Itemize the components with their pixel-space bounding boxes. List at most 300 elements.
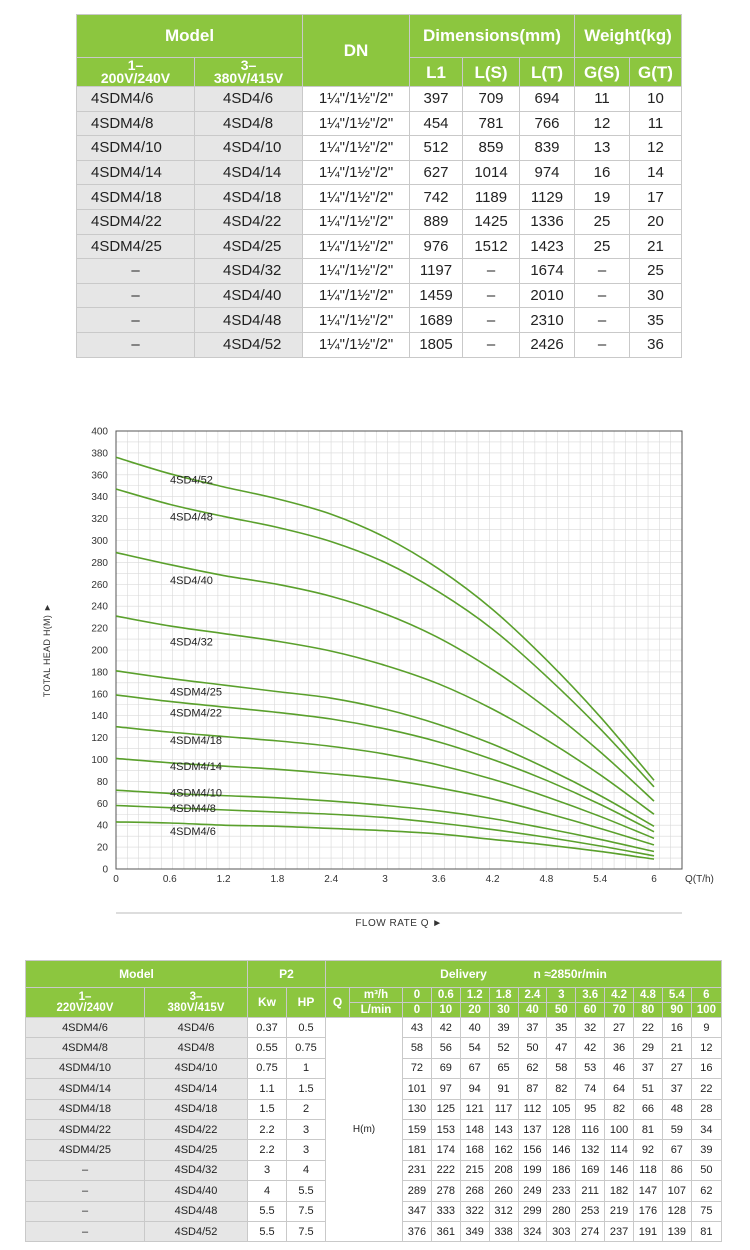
table-cell-model-1ph: – [26, 1221, 145, 1241]
table-cell-head: 333 [431, 1201, 460, 1221]
l1-header: L1 [410, 58, 463, 87]
table-cell-l1: 889 [410, 209, 463, 234]
table-cell-lt: 1336 [520, 209, 575, 234]
table-cell-lt: 1129 [520, 185, 575, 210]
lt-header: L(T) [520, 58, 575, 87]
table-cell-m1: 4SDM4/14 [77, 160, 195, 185]
table-cell-m2: 4SD4/25 [195, 234, 303, 259]
table-row [26, 1018, 722, 1038]
y-tick-label: 80 [96, 776, 108, 788]
table-cell-head: 50 [518, 1038, 547, 1058]
table-cell-head: 105 [547, 1099, 576, 1119]
table-cell-head: 219 [605, 1201, 634, 1221]
x-tick-label: 4.8 [539, 874, 554, 885]
table-cell-dn: 1¼"/1½"/2" [303, 332, 410, 357]
table-cell-head: 67 [662, 1140, 691, 1160]
table-cell-head: 16 [662, 1018, 691, 1038]
series-label: 4SD4/40 [170, 575, 213, 588]
table-cell-m1: 4SDM4/6 [77, 87, 195, 112]
table-cell-head: 181 [403, 1140, 432, 1160]
y-tick-label: 360 [91, 470, 108, 482]
table-cell-head: 253 [576, 1201, 605, 1221]
table-cell-head: 64 [605, 1079, 634, 1099]
perf-single-phase-header: 1– 220V/240V [26, 988, 145, 1018]
table-cell-hp: 5.5 [287, 1181, 326, 1201]
x-axis-label: FLOW RATE Q ► [355, 918, 443, 929]
table-cell-head: 97 [431, 1079, 460, 1099]
table-cell-head: 29 [634, 1038, 663, 1058]
table-cell-gt: 10 [630, 87, 682, 112]
table-cell-head: 75 [691, 1201, 721, 1221]
series-line [116, 457, 654, 780]
table-cell-head: 100 [605, 1119, 634, 1139]
table-cell-model-1ph: 4SDM4/22 [26, 1119, 145, 1139]
table-cell-head: 42 [431, 1018, 460, 1038]
x-tick-label: 0.6 [162, 874, 177, 885]
dimensions-table-body [77, 87, 682, 358]
table-cell-head: 87 [518, 1079, 547, 1099]
table-cell-gt: 17 [630, 185, 682, 210]
table-cell-dn: 1¼"/1½"/2" [303, 259, 410, 284]
table-cell-head: 53 [576, 1058, 605, 1078]
table-cell-m1: – [77, 308, 195, 333]
table-cell-head: 289 [403, 1181, 432, 1201]
flow-lmin-header: 10 [431, 1003, 460, 1018]
table-cell-head: 62 [691, 1181, 721, 1201]
dimensions-table [76, 14, 682, 358]
flow-m3h-header: 3 [547, 988, 576, 1003]
table-cell-m1: 4SDM4/22 [77, 209, 195, 234]
table-cell-gs: – [575, 332, 630, 357]
table-cell-head: 268 [460, 1181, 489, 1201]
table-cell-hp: 0.75 [287, 1038, 326, 1058]
table-cell-m1: 4SDM4/25 [77, 234, 195, 259]
table-cell-gs: 25 [575, 234, 630, 259]
table-cell-model-3ph: 4SD4/52 [145, 1221, 248, 1241]
x-tick-label: 1.8 [270, 874, 285, 885]
series-label: 4SD4/32 [170, 636, 213, 649]
table-row [77, 136, 682, 161]
table-cell-head: 42 [576, 1038, 605, 1058]
table-cell-head: 58 [403, 1038, 432, 1058]
table-cell-head: 81 [691, 1221, 721, 1241]
m3h-header: m³/h [350, 988, 403, 1003]
table-cell-kw: 0.75 [248, 1058, 287, 1078]
x-tick-label: 4.2 [485, 874, 500, 885]
table-cell-gt: 21 [630, 234, 682, 259]
table-cell-head: 48 [662, 1099, 691, 1119]
table-cell-m2: 4SD4/8 [195, 111, 303, 136]
table-cell-head: 56 [431, 1038, 460, 1058]
table-row [77, 234, 682, 259]
table-cell-head: 39 [489, 1018, 518, 1038]
speed-label: n ≈2850r/min [533, 967, 607, 981]
series-label: 4SDM4/22 [170, 707, 222, 720]
flow-lmin-header: 60 [576, 1003, 605, 1018]
table-cell-head: 338 [489, 1221, 518, 1241]
table-cell-dn: 1¼"/1½"/2" [303, 111, 410, 136]
dimensions-header: Dimensions(mm) [410, 15, 575, 58]
gt-header: G(T) [630, 58, 682, 87]
table-cell-head: 107 [662, 1181, 691, 1201]
table-cell-ls: – [463, 283, 520, 308]
y-tick-label: 320 [91, 514, 108, 526]
table-cell-head: 211 [576, 1181, 605, 1201]
flow-lmin-header: 70 [605, 1003, 634, 1018]
table-cell-ls: 1512 [463, 234, 520, 259]
table-cell-hp: 0.5 [287, 1018, 326, 1038]
table-cell-m1: 4SDM4/18 [77, 185, 195, 210]
table-cell-l1: 1805 [410, 332, 463, 357]
table-cell-model-1ph: 4SDM4/10 [26, 1058, 145, 1078]
table-cell-head: 35 [547, 1018, 576, 1038]
table-cell-model-1ph: – [26, 1181, 145, 1201]
table-cell-head: 125 [431, 1099, 460, 1119]
table-cell-ls: 1425 [463, 209, 520, 234]
y-tick-label: 380 [91, 448, 108, 460]
table-cell-head: 67 [460, 1058, 489, 1078]
table-cell-gt: 30 [630, 283, 682, 308]
table-cell-head: 94 [460, 1079, 489, 1099]
p2-header: P2 [248, 961, 326, 988]
table-cell-lt: 766 [520, 111, 575, 136]
table-cell-gs: – [575, 308, 630, 333]
series-label: 4SDM4/10 [170, 787, 222, 800]
dim-header-row-1 [77, 15, 682, 58]
table-cell-model-1ph: 4SDM4/25 [26, 1140, 145, 1160]
table-cell-head: 280 [547, 1201, 576, 1221]
y-axis-label: TOTAL HEAD H(M) ► [42, 602, 52, 698]
flow-lmin-header: 100 [691, 1003, 721, 1018]
flow-lmin-header: 20 [460, 1003, 489, 1018]
table-cell-hp: 4 [287, 1160, 326, 1180]
table-cell-head: 82 [605, 1099, 634, 1119]
table-cell-gs: – [575, 283, 630, 308]
table-cell-head: 69 [431, 1058, 460, 1078]
table-cell-kw: 1.5 [248, 1099, 287, 1119]
table-cell-hp: 7.5 [287, 1201, 326, 1221]
table-cell-gs: 11 [575, 87, 630, 112]
table-cell-gt: 14 [630, 160, 682, 185]
table-cell-kw: 5.5 [248, 1201, 287, 1221]
table-cell-head: 231 [403, 1160, 432, 1180]
x-tick-label: 0 [113, 874, 119, 885]
table-cell-head: 81 [634, 1119, 663, 1139]
table-cell-head: 95 [576, 1099, 605, 1119]
table-cell-model-1ph: 4SDM4/14 [26, 1079, 145, 1099]
table-cell-head: 82 [547, 1079, 576, 1099]
table-cell-head: 299 [518, 1201, 547, 1221]
table-cell-dn: 1¼"/1½"/2" [303, 87, 410, 112]
table-cell-gs: – [575, 259, 630, 284]
table-row [77, 160, 682, 185]
y-tick-label: 140 [91, 711, 108, 723]
table-cell-model-3ph: 4SD4/40 [145, 1181, 248, 1201]
table-cell-head: 139 [662, 1221, 691, 1241]
table-cell-hp: 3 [287, 1119, 326, 1139]
table-cell-m1: – [77, 332, 195, 357]
series-label: 4SD4/52 [170, 474, 213, 487]
hp-header: HP [287, 988, 326, 1018]
gs-header: G(S) [575, 58, 630, 87]
table-cell-m2: 4SD4/48 [195, 308, 303, 333]
table-cell-head: 168 [460, 1140, 489, 1160]
table-cell-head: 22 [691, 1079, 721, 1099]
y-tick-label: 200 [91, 645, 108, 657]
table-cell-ls: 1189 [463, 185, 520, 210]
table-cell-head: 237 [605, 1221, 634, 1241]
x-tick-label: 5.4 [593, 874, 608, 885]
table-cell-head: 52 [489, 1038, 518, 1058]
dn-header: DN [303, 15, 410, 87]
table-cell-head: 27 [605, 1018, 634, 1038]
y-tick-label: 0 [102, 864, 108, 876]
table-cell-head: 37 [518, 1018, 547, 1038]
table-cell-head: 59 [662, 1119, 691, 1139]
y-tick-label: 100 [91, 755, 108, 766]
table-cell-model-1ph: 4SDM4/8 [26, 1038, 145, 1058]
table-cell-model-3ph: 4SD4/8 [145, 1038, 248, 1058]
table-cell-dn: 1¼"/1½"/2" [303, 209, 410, 234]
delivery-label: Delivery [440, 967, 487, 981]
flow-m3h-header: 1.2 [460, 988, 489, 1003]
table-cell-head: 39 [691, 1140, 721, 1160]
table-cell-model-1ph: – [26, 1201, 145, 1221]
series-label: 4SDM4/6 [170, 825, 216, 838]
table-cell-l1: 1689 [410, 308, 463, 333]
table-cell-head: 46 [605, 1058, 634, 1078]
table-cell-lt: 2010 [520, 283, 575, 308]
table-cell-kw: 5.5 [248, 1221, 287, 1241]
table-cell-model-3ph: 4SD4/14 [145, 1079, 248, 1099]
table-cell-lt: 2310 [520, 308, 575, 333]
table-cell-head: 101 [403, 1079, 432, 1099]
table-cell-head: 66 [634, 1099, 663, 1119]
table-cell-gt: 35 [630, 308, 682, 333]
table-cell-kw: 3 [248, 1160, 287, 1180]
table-cell-kw: 1.1 [248, 1079, 287, 1099]
lmin-header: L/min [350, 1003, 403, 1018]
y-tick-label: 340 [91, 492, 108, 504]
table-cell-head: 176 [634, 1201, 663, 1221]
table-cell-l1: 976 [410, 234, 463, 259]
table-cell-head: 169 [576, 1160, 605, 1180]
table-cell-l1: 1197 [410, 259, 463, 284]
table-cell-m2: 4SD4/52 [195, 332, 303, 357]
table-cell-head: 36 [605, 1038, 634, 1058]
table-cell-model-3ph: 4SD4/25 [145, 1140, 248, 1160]
ls-header: L(S) [463, 58, 520, 87]
table-cell-head: 278 [431, 1181, 460, 1201]
table-cell-head: 147 [634, 1181, 663, 1201]
table-cell-ls: 859 [463, 136, 520, 161]
table-cell-ls: – [463, 332, 520, 357]
table-cell-gs: 16 [575, 160, 630, 185]
series-label: 4SDM4/14 [170, 761, 222, 774]
y-tick-label: 60 [96, 798, 108, 810]
table-cell-lt: 694 [520, 87, 575, 112]
table-cell-head: 174 [431, 1140, 460, 1160]
table-cell-head: 40 [460, 1018, 489, 1038]
table-cell-head: 34 [691, 1119, 721, 1139]
table-cell-head: 92 [634, 1140, 663, 1160]
table-cell-head: 324 [518, 1221, 547, 1241]
table-cell-m1: – [77, 259, 195, 284]
table-cell-model-3ph: 4SD4/22 [145, 1119, 248, 1139]
q-header: Q [326, 988, 350, 1018]
y-tick-label: 260 [91, 579, 108, 591]
delivery-header [326, 961, 722, 988]
weight-header: Weight(kg) [575, 15, 682, 58]
table-cell-head: 347 [403, 1201, 432, 1221]
flow-lmin-header: 50 [547, 1003, 576, 1018]
table-cell-head: 128 [547, 1119, 576, 1139]
table-cell-gs: 13 [575, 136, 630, 161]
three-phase-header: 3– 380V/415V [195, 58, 303, 87]
table-cell-l1: 512 [410, 136, 463, 161]
table-cell-dn: 1¼"/1½"/2" [303, 234, 410, 259]
y-tick-label: 220 [91, 623, 108, 635]
table-cell-head: 132 [576, 1140, 605, 1160]
table-cell-model-1ph: – [26, 1160, 145, 1180]
series-label: 4SDM4/18 [170, 734, 222, 747]
table-cell-model-1ph: 4SDM4/18 [26, 1099, 145, 1119]
performance-table-body [26, 1018, 722, 1242]
table-cell-head: 208 [489, 1160, 518, 1180]
table-cell-head: 51 [634, 1079, 663, 1099]
series-label: 4SDM4/25 [170, 686, 222, 699]
table-cell-head: 153 [431, 1119, 460, 1139]
table-cell-head: 312 [489, 1201, 518, 1221]
table-cell-head: 112 [518, 1099, 547, 1119]
table-cell-head: 47 [547, 1038, 576, 1058]
x-unit-label: Q(T/h) [685, 874, 714, 885]
kw-header: Kw [248, 988, 287, 1018]
table-cell-m2: 4SD4/18 [195, 185, 303, 210]
table-cell-ls: 781 [463, 111, 520, 136]
table-cell-m2: 4SD4/6 [195, 87, 303, 112]
table-cell-gs: 25 [575, 209, 630, 234]
table-cell-kw: 0.55 [248, 1038, 287, 1058]
table-cell-head: 249 [518, 1181, 547, 1201]
table-cell-head: 116 [576, 1119, 605, 1139]
table-cell-m2: 4SD4/40 [195, 283, 303, 308]
table-row [77, 209, 682, 234]
table-cell-l1: 397 [410, 87, 463, 112]
h-unit-cell: H(m) [326, 1018, 403, 1242]
table-cell-head: 182 [605, 1181, 634, 1201]
series-label: 4SDM4/8 [170, 802, 216, 815]
table-cell-model-3ph: 4SD4/18 [145, 1099, 248, 1119]
y-tick-label: 20 [96, 842, 108, 854]
table-cell-l1: 627 [410, 160, 463, 185]
flow-m3h-header: 3.6 [576, 988, 605, 1003]
table-cell-m1: – [77, 283, 195, 308]
table-cell-head: 21 [662, 1038, 691, 1058]
table-cell-gt: 25 [630, 259, 682, 284]
table-cell-lt: 1423 [520, 234, 575, 259]
table-cell-hp: 2 [287, 1099, 326, 1119]
y-tick-label: 280 [91, 557, 108, 569]
table-cell-m2: 4SD4/14 [195, 160, 303, 185]
flow-m3h-header: 2.4 [518, 988, 547, 1003]
table-cell-lt: 2426 [520, 332, 575, 357]
table-cell-hp: 1 [287, 1058, 326, 1078]
table-cell-head: 130 [403, 1099, 432, 1119]
flow-lmin-header: 0 [403, 1003, 432, 1018]
x-tick-label: 1.2 [216, 874, 231, 885]
table-row [77, 87, 682, 112]
table-cell-l1: 1459 [410, 283, 463, 308]
flow-lmin-header: 90 [662, 1003, 691, 1018]
table-cell-ls: – [463, 259, 520, 284]
table-cell-head: 376 [403, 1221, 432, 1241]
table-cell-lt: 1674 [520, 259, 575, 284]
table-cell-kw: 2.2 [248, 1119, 287, 1139]
table-cell-head: 12 [691, 1038, 721, 1058]
table-cell-head: 32 [576, 1018, 605, 1038]
table-cell-dn: 1¼"/1½"/2" [303, 160, 410, 185]
table-cell-head: 91 [489, 1079, 518, 1099]
table-cell-head: 58 [547, 1058, 576, 1078]
flow-lmin-header: 30 [489, 1003, 518, 1018]
table-cell-head: 303 [547, 1221, 576, 1241]
table-cell-head: 54 [460, 1038, 489, 1058]
table-cell-gt: 20 [630, 209, 682, 234]
y-tick-label: 40 [96, 820, 108, 832]
flow-m3h-header: 1.8 [489, 988, 518, 1003]
table-cell-head: 156 [518, 1140, 547, 1160]
table-cell-gs: 19 [575, 185, 630, 210]
table-cell-head: 137 [518, 1119, 547, 1139]
table-cell-head: 50 [691, 1160, 721, 1180]
table-cell-hp: 1.5 [287, 1079, 326, 1099]
perf-header-row-2 [26, 988, 722, 1003]
table-cell-kw: 2.2 [248, 1140, 287, 1160]
table-cell-head: 27 [662, 1058, 691, 1078]
table-cell-head: 118 [634, 1160, 663, 1180]
table-cell-head: 146 [605, 1160, 634, 1180]
table-cell-head: 22 [634, 1018, 663, 1038]
table-cell-head: 260 [489, 1181, 518, 1201]
table-cell-model-1ph: 4SDM4/6 [26, 1018, 145, 1038]
y-tick-label: 240 [91, 601, 108, 613]
flow-m3h-header: 6 [691, 988, 721, 1003]
performance-table [25, 960, 722, 1242]
table-cell-head: 186 [547, 1160, 576, 1180]
table-row [77, 259, 682, 284]
table-cell-head: 128 [662, 1201, 691, 1221]
flow-m3h-header: 0.6 [431, 988, 460, 1003]
single-phase-header: 1– 200V/240V [77, 58, 195, 87]
table-cell-head: 72 [403, 1058, 432, 1078]
table-cell-ls: – [463, 308, 520, 333]
table-cell-lt: 974 [520, 160, 575, 185]
table-cell-head: 233 [547, 1181, 576, 1201]
perf-header-row-1 [26, 961, 722, 988]
table-cell-l1: 742 [410, 185, 463, 210]
table-cell-kw: 0.37 [248, 1018, 287, 1038]
table-cell-head: 199 [518, 1160, 547, 1180]
x-tick-label: 6 [651, 874, 657, 885]
flow-m3h-header: 0 [403, 988, 432, 1003]
y-tick-label: 180 [91, 667, 108, 679]
table-cell-head: 16 [691, 1058, 721, 1078]
table-cell-head: 191 [634, 1221, 663, 1241]
perf-model-header: Model [26, 961, 248, 988]
table-cell-ls: 1014 [463, 160, 520, 185]
table-cell-gs: 12 [575, 111, 630, 136]
